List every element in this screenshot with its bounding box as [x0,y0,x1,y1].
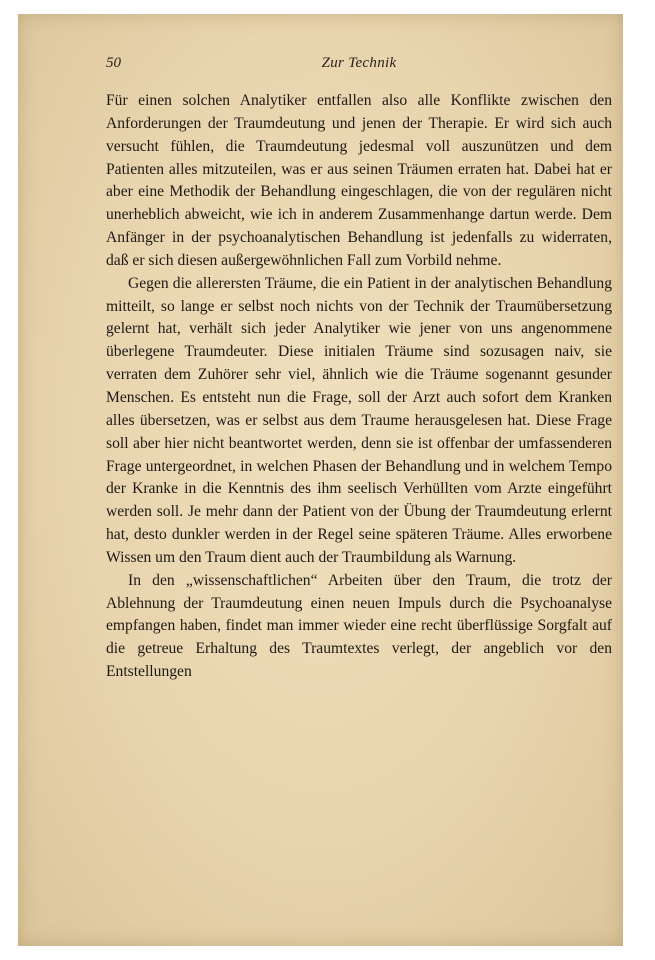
paragraph-1: Für einen solchen Analytiker entfallen also alle Konflikte zwischen den Anforderungen der Traumdeutung und jenen der Therapie. Er wird sich auch versucht fühlen, die Traumdeutung jedesmal voll auszunützen und dem Patienten alles mitzuteilen, was er aus seinen Träumen erraten hat. Dabei hat er aber eine Methodik der Behandlung eingeschlagen, die von der regulären nicht unerheblich abweicht, wie ich in anderem Zusammenhange dartun werde. Dem Anfänger in der psychoanalytischen Behandlung ist jedenfalls zu widerraten, daß er sich diesen außergewöhnlichen Fall zum Vorbild nehme. [106,92,612,269]
body-text [106,90,612,684]
page-header [106,55,612,77]
paragraph-3: In den „wissenschaftlichen“ Arbeiten über den Traum, die trotz der Ablehnung der Traumdeutung einen neuen Impuls durch die Psychoanalyse empfangen haben, findet man immer wieder eine recht überflüssige Sorgfalt auf die getreue Erhaltung des Traumtextes verlegt, der angeblich vor den Entstellungen [106,571,612,681]
running-title: Zur Technik [321,55,397,71]
paragraph-2: Gegen die allerersten Träume, die ein Patient in der analytischen Behandlung mitteilt, so lange er selbst noch nichts von der Technik der Traumübersetzung gelernt hat, verhält sich jeder Analytiker wie jener von uns angenommene überlegene Traumdeuter. Diese initialen Träume sind sozusagen naiv, sie verraten dem Zuhörer sehr viel, ähnlich wie die Träume sogenannt gesunder Menschen. Es entsteht nun die Frage, soll der Arzt auch sofort dem Kranken alles übersetzen, was er selbst aus dem Traume herausgelesen hat. Diese Frage soll aber hier nicht beantwortet werden, denn sie ist offenbar der umfassenderen Frage untergeordnet, in welchen Phasen der Behandlung und in welchem Tempo der Kranke in die Kenntnis des ihm seelisch Verhüllten vom Arzte eingeführt werden soll. Je mehr dann der Patient von der Übung der Traumdeutung erlernt hat, desto dunkler werden in der Regel seine späteren Träume. Alles erworbene Wissen um den Traum dient auch der Traumbildung als Warnung. [106,274,612,566]
page-number: 50 [106,55,121,71]
